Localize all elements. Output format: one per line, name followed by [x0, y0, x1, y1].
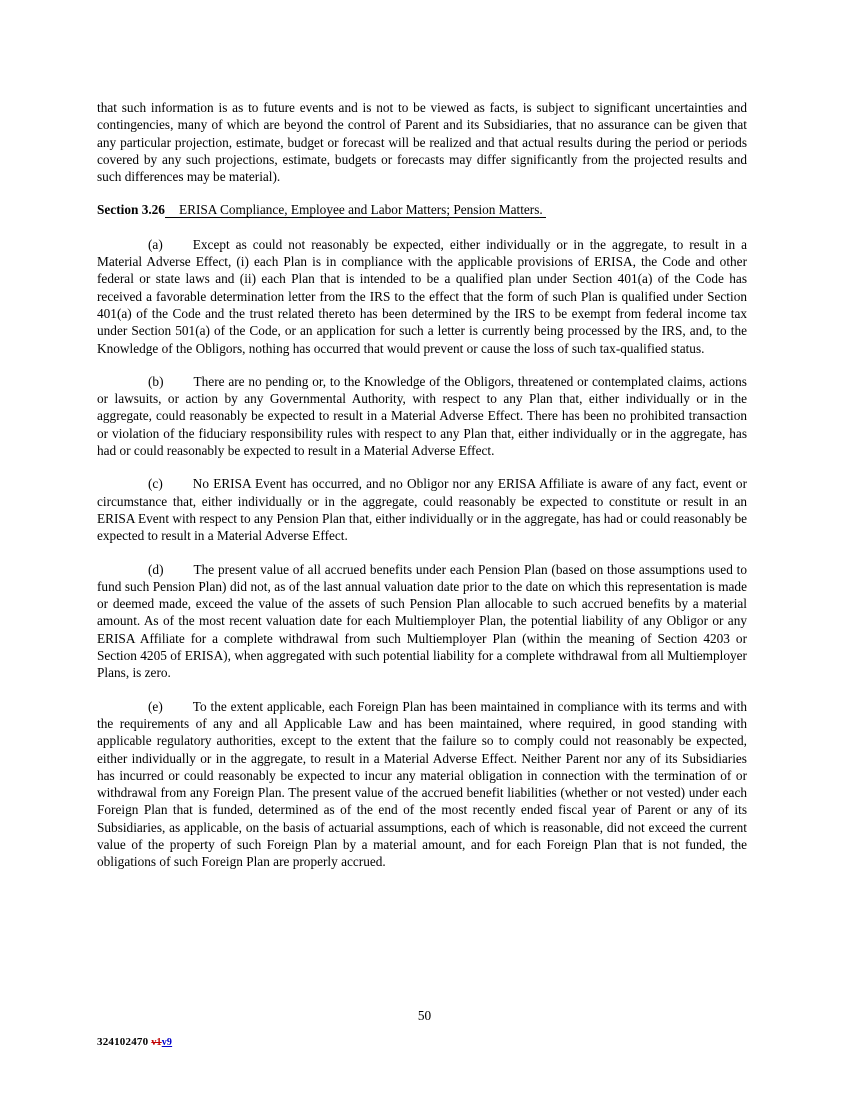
page-number: 50 [417, 1008, 432, 1023]
section-number: Section 3.26 [97, 202, 165, 218]
paragraph-a-text: Except as could not reasonably be expected, either individually or in the aggregate, to result in a Material Adverse Effect, (i) each Plan is in compliance with the applicable provisions of ERISA, the Code and other federal or state laws and (ii) each Plan that is intended to be a qualified plan under Section 401(a) of the Code has received a favorable determination letter from the IRS to the effect that the form of such Plan is qualified under Section 401(a) of the Code and the trust related thereto has been determined by the IRS to be exempt from federal income tax under Section 501(a) of the Code, or an application for such a letter is currently being processed by the IRS, and, to the Knowledge of the Obligors, nothing has occurred that would prevent or cause the loss of such tax-qualified status. [97, 236, 747, 356]
paragraph-c-text: No ERISA Event has occurred, and no Obligor nor any ERISA Affiliate is aware of any fact, event or circumstance that, either individually or in the aggregate, could reasonably be expected to constitute or result in an ERISA Event with respect to any Pension Plan that, either individually or in the aggregate, has had or could reasonably be expected to result in a Material Adverse Effect. [97, 476, 747, 544]
paragraph-b [97, 373, 747, 459]
document-page [97, 99, 747, 887]
paragraph-d-text: The present value of all accrued benefits under each Pension Plan (based on those assumptions used to fund such Pension Plan) did not, as of the last annual valuation date prior to the date on which this representation is made or deemed made, exceed the value of the assets of such Pension Plan allocable to such accrued benefits by a material amount. As of the most recent valuation date for each Multiemployer Plan, the potential liability of any Obligor or any ERISA Affiliate for a complete withdrawal from such Multiemployer Plan (within the meaning of Section 4203 or Section 4205 of ERISA), when aggregated with such potential liability for a complete withdrawal from all Multiemployer Plans, is zero. [97, 561, 747, 681]
document-number: 324102470 [97, 1036, 149, 1048]
paragraph-d [97, 561, 747, 682]
section-heading [97, 201, 747, 218]
section-title: ERISA Compliance, Employee and Labor Matters; Pension Matters. [165, 202, 546, 218]
intro-paragraph-text: that such information is as to future events and is not to be viewed as facts, is subject to significant uncertainties and contingencies, many of which are beyond the control of Parent and its Subsidiaries, that no assurance can be given that any particular projection, estimate, budget or forecast will be realized and that actual results during the period or periods covered by any such projections, estimate, budgets or forecasts may differ significantly from the projected results and such differences may be material). [97, 100, 747, 185]
paragraph-c [97, 475, 747, 544]
paragraph-d-label: (d) [148, 561, 164, 577]
paragraph-a-label: (a) [148, 236, 163, 252]
paragraph-e-text: To the extent applicable, each Foreign Plan has been maintained in compliance with its terms and with the requirements of any and all Applicable Law and has been maintained, where required, in good standing with applicable regulatory authorities, except to the extent that the failure so to comply could not reasonably be expected, either individually or in the aggregate, to result in a Material Adverse Effect. Neither Parent nor any of its Subsidiaries has incurred or could reasonably be expected to incur any material obligation in connection with the termination of or withdrawal from any Foreign Plan. The present value of the accrued benefit liabilities (whether or not vested) under each Foreign Plan that is funded, determined as of the end of the most recently ended fiscal year of Parent or any of its Subsidiaries, as applicable, on the basis of actuarial assumptions, each of which is reasonable, did not exceed the current value of the property of such Foreign Plan by a material amount, and for each Foreign Plan that is not funded, the obligations of such Foreign Plan are properly accrued. [97, 698, 747, 870]
paragraph-e-label: (e) [148, 698, 163, 714]
intro-paragraph [97, 99, 747, 185]
revision-new: v9 [161, 1037, 173, 1048]
paragraph-b-text: There are no pending or, to the Knowledge of the Obligors, threatened or contemplated claims, actions or lawsuits, or action by any Governmental Authority, with respect to any Plan that, either individually or in the aggregate, could reasonably be expected to result in a Material Adverse Effect. There has been no prohibited transaction or violation of the fiduciary responsibility rules with respect to any Plan that, either individually or in the aggregate, has had or could reasonably be expected to result in a Material Adverse Effect. [97, 373, 747, 459]
paragraph-e [97, 698, 747, 871]
paragraph-a [97, 236, 747, 357]
revision-old: v1 [151, 1037, 162, 1048]
paragraph-b-label: (b) [148, 373, 164, 389]
footer-doc-stamp [97, 1036, 172, 1048]
paragraph-c-label: (c) [148, 476, 163, 492]
